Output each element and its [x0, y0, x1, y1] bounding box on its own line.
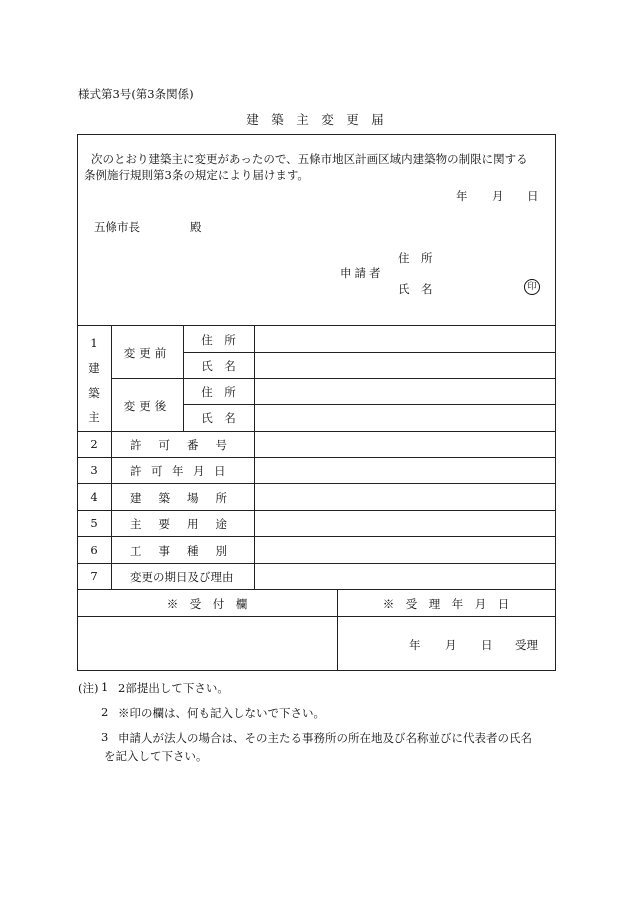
- row-2-label-text: 許可番号: [130, 438, 244, 452]
- before-change-label: 変更前: [123, 346, 171, 360]
- reception-month: 月: [445, 638, 457, 652]
- after-change-label: 変更後: [123, 399, 171, 413]
- row-5-number: 5: [90, 516, 98, 530]
- row-6-number: 6: [90, 543, 98, 557]
- reception-year: 年: [409, 638, 421, 652]
- section-1-number: 1: [90, 336, 98, 350]
- after-address-field[interactable]: [255, 379, 555, 404]
- seal-mark-icon: 印: [524, 279, 540, 295]
- row-4-label: [130, 490, 244, 506]
- row-5-label: [130, 516, 244, 532]
- notes-prefix: (注): [78, 681, 99, 695]
- after-name-label: 氏 名: [201, 411, 236, 425]
- intro-line-1: 次のとおり建築主に変更があったので、五條市地区計画区域内建築物の制限に関する: [91, 152, 528, 166]
- reception-column-label: ※ 受 付 欄: [166, 597, 248, 611]
- note-1-number: 1: [101, 680, 109, 694]
- note-2-number: 2: [101, 705, 109, 719]
- row-5-label-text: 主要用途: [130, 517, 244, 531]
- reception-received: 受理: [515, 638, 538, 652]
- applicant-address-label: 住 所: [398, 251, 433, 265]
- row-6-label-text: 工事種別: [130, 544, 244, 558]
- date-day: 日: [527, 189, 539, 203]
- applicant-name-label: 氏 名: [398, 282, 433, 296]
- row-6-label: [130, 543, 244, 559]
- row-2-number: 2: [90, 437, 98, 451]
- note-3-number: 3: [101, 730, 109, 744]
- note-2-text: ※印の欄は、何も記入しないで下さい。: [118, 706, 325, 720]
- section-1-char-2: 築: [88, 386, 100, 400]
- form-number: 様式第3号(第3条関係): [78, 87, 194, 101]
- row-2-label: [130, 437, 244, 453]
- addressee-honorific: 殿: [190, 220, 202, 234]
- after-address-label: 住 所: [201, 385, 236, 399]
- date-year: 年: [456, 189, 468, 203]
- section-1-char-3: 主: [88, 410, 100, 424]
- before-address-label: 住 所: [201, 333, 236, 347]
- after-name-field[interactable]: [255, 405, 555, 431]
- permit-date-field[interactable]: [255, 458, 555, 483]
- row-3-label-text: 許可年月日: [130, 464, 235, 478]
- section-1-char-1: 建: [88, 361, 100, 375]
- applicant-label: 申請者: [340, 266, 384, 280]
- addressee-name: 五條市長: [94, 220, 140, 234]
- note-3-text-cont: を記入して下さい。: [104, 749, 208, 763]
- reception-date-label: ※ 受 理 年 月 日: [382, 597, 510, 611]
- row-3-number: 3: [90, 463, 98, 477]
- reception-stamp-area: [78, 617, 336, 669]
- permit-number-field[interactable]: [255, 432, 555, 457]
- row-7-number: 7: [90, 569, 98, 583]
- before-name-label: 氏 名: [201, 359, 236, 373]
- before-name-field[interactable]: [255, 353, 555, 378]
- reception-day: 日: [481, 638, 493, 652]
- row-3-label: [130, 463, 235, 479]
- page-title: 建 築 主 変 更 届: [246, 112, 384, 127]
- row-4-number: 4: [90, 490, 98, 504]
- note-1-text: 2部提出して下さい。: [118, 681, 229, 695]
- row-4-label-text: 建築場所: [130, 491, 244, 505]
- main-use-field[interactable]: [255, 511, 555, 536]
- note-3-text: 申請人が法人の場合は、その主たる事務所の所在地及び名称並びに代表者の氏名: [118, 731, 532, 745]
- before-address-field[interactable]: [255, 326, 555, 352]
- intro-line-2: 条例施行規則第3条の規定により届けます。: [84, 168, 309, 182]
- date-month: 月: [492, 189, 504, 203]
- building-site-field[interactable]: [255, 484, 555, 510]
- work-type-field[interactable]: [255, 537, 555, 563]
- row-7-label: 変更の期日及び理由: [130, 570, 234, 584]
- change-date-reason-field[interactable]: [255, 564, 555, 589]
